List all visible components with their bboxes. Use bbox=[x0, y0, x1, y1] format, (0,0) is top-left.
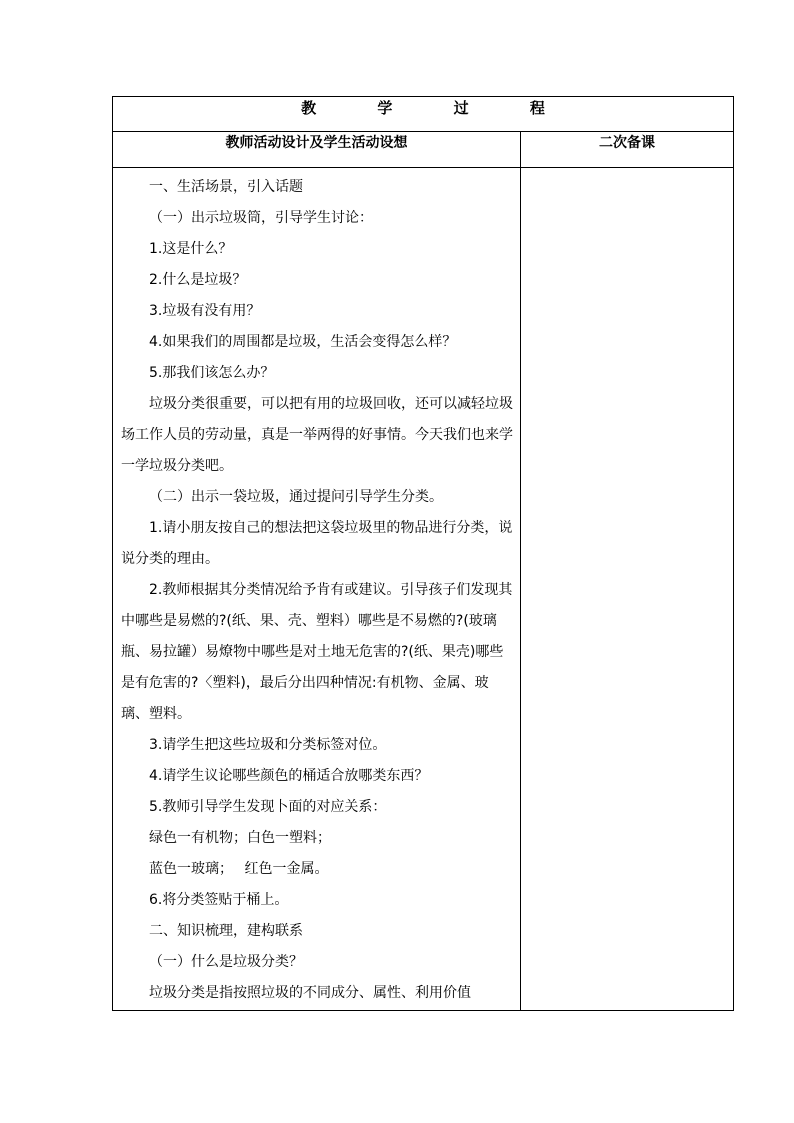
paragraph: 垃圾分类是指按照垃圾的不同成分、属性、利用价值 bbox=[149, 985, 471, 1001]
list-item: 4.请学生议论哪些颜色的桶适合放哪类东西？ bbox=[149, 768, 429, 784]
list-item: 3.垃圾有没有用？ bbox=[149, 303, 261, 319]
subsection-heading: （一）什么是垃圾分类？ bbox=[149, 954, 303, 970]
table-title bbox=[113, 97, 734, 132]
section-heading: 一、生活场景，引入话题 bbox=[149, 179, 303, 195]
column-header-secondary-prep: 二次备课 bbox=[521, 132, 734, 168]
table-header-row bbox=[113, 132, 734, 168]
color-mapping-line: 蓝色一玻璃； 红色一金属。 bbox=[149, 861, 329, 877]
column-header-activity-design: 教师活动设计及学生活动设想 bbox=[113, 132, 521, 168]
list-item: 1.这是什么？ bbox=[149, 241, 233, 257]
color-mapping-line: 绿色一有机物；白色一塑料； bbox=[149, 830, 331, 846]
activity-design-cell bbox=[113, 168, 521, 1011]
subsection-heading: （二）出示一袋垃圾，通过提问引导学生分类。 bbox=[149, 489, 443, 505]
lesson-process-table bbox=[112, 96, 734, 1011]
list-item: 1.请小朋友按自己的想法把这袋垃圾里的物品进行分类，说说分类的理由。 bbox=[121, 520, 513, 567]
list-item: 4.如果我们的周围都是垃圾，生活会变得怎么样？ bbox=[149, 334, 457, 350]
title-char: 学 bbox=[377, 99, 393, 117]
title-char: 过 bbox=[453, 99, 469, 117]
activity-content bbox=[113, 168, 520, 1009]
section-heading: 二、知识梳理，建构联系 bbox=[149, 923, 303, 939]
title-char: 教 bbox=[301, 99, 317, 117]
list-item: 2.什么是垃圾？ bbox=[149, 272, 247, 288]
list-item: 6.将分类签贴于桶上。 bbox=[149, 892, 289, 908]
table-title-row bbox=[113, 97, 734, 132]
list-item: 2.教师根据其分类情况给予肯有或建议。引导孩子们发现其中哪些是易燃的?(纸、果、壳、塑料）哪些是不易燃的?(玻璃瓶、易拉罐）易燎物中哪些是对土地无危害的?(纸、果壳)哪些是有危害的?〈塑料)，最后分出四种情况:有机物、金属、玻璃、塑料。 bbox=[121, 582, 513, 722]
list-item: 3.请学生把这些垃圾和分类标签对位。 bbox=[149, 737, 387, 753]
list-item: 5.教师引导学生发现卜面的对应关系： bbox=[149, 799, 387, 815]
subsection-heading: （一）出示垃圾筒，引导学生讨论： bbox=[149, 210, 373, 226]
secondary-prep-cell bbox=[521, 168, 734, 1011]
table-body-row bbox=[113, 168, 734, 1011]
paragraph: 垃圾分类很重要，可以把有用的垃圾回收，还可以减轻垃圾场工作人员的劳动量，真是一举两得的好事情。今天我们也来学一学垃圾分类吧。 bbox=[121, 396, 513, 474]
title-char: 程 bbox=[529, 99, 545, 117]
list-item: 5.那我们该怎么办？ bbox=[149, 365, 275, 381]
